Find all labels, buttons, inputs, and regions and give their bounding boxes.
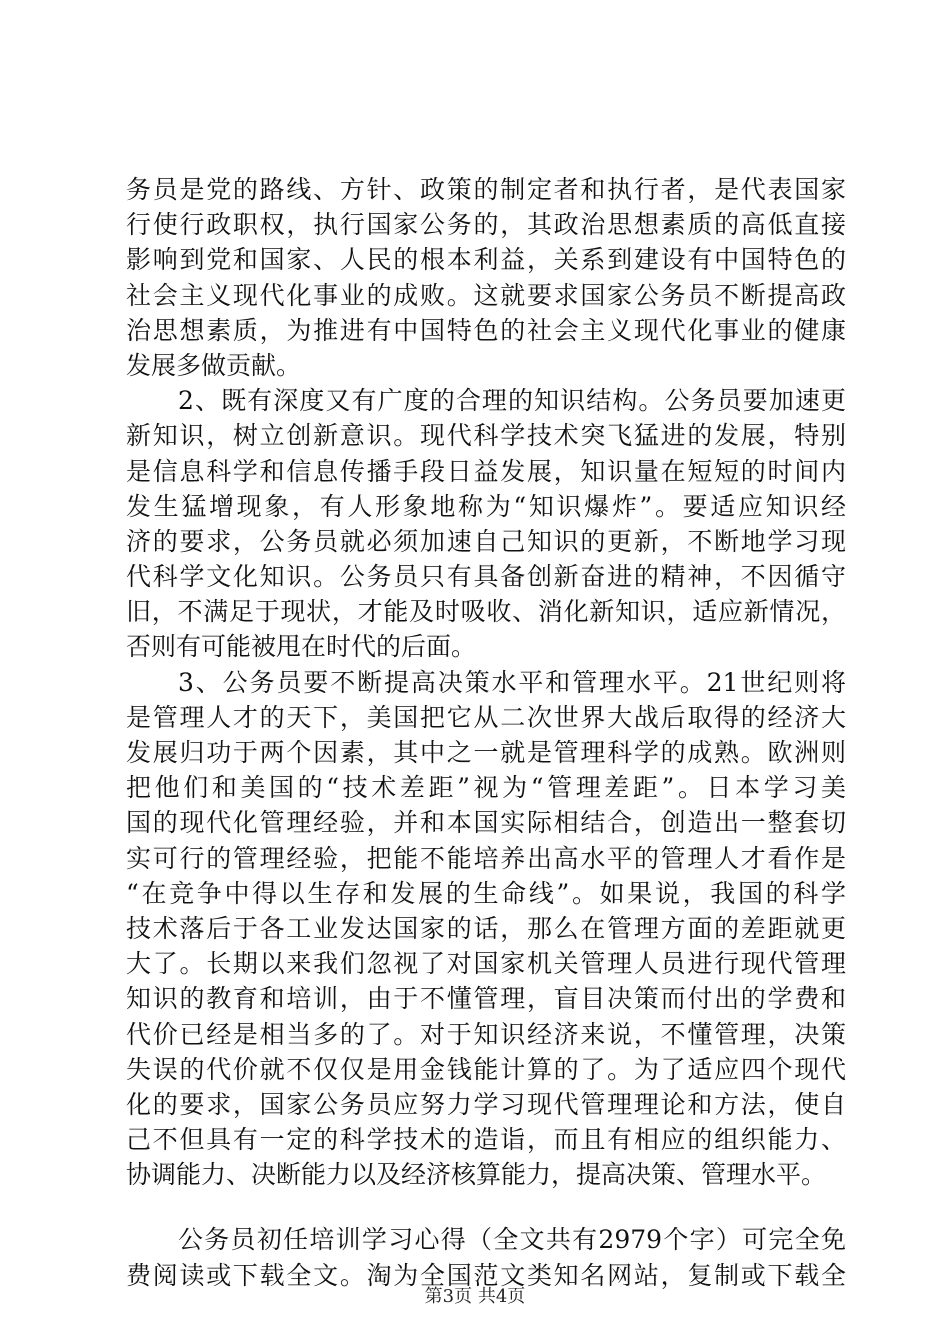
body-line: 代科学文化知识。公务员只有具备创新奋进的精神，不因循守	[126, 562, 846, 592]
body-line: 失误的代价就不仅仅是用金钱能计算的了。为了适应四个现代	[126, 1054, 846, 1084]
download-note-line: 费阅读或下载全文。淘为全国范文类知名网站，复制或下载全	[126, 1260, 846, 1290]
body-line: 否则有可能被甩在时代的后面。	[126, 632, 477, 662]
page-number: 第3页 共4页	[424, 1286, 526, 1307]
body-line: 协调能力、决断能力以及经济核算能力，提高决策、管理水平。	[126, 1160, 827, 1190]
body-line: 是信息科学和信息传播手段日益发展，知识量在短短的时间内	[126, 456, 846, 486]
body-line: 技术落后于各工业发达国家的话，那么在管理方面的差距就更	[126, 913, 846, 943]
body-line: 治思想素质，为推进有中国特色的社会主义现代化事业的健康	[126, 315, 846, 345]
body-line: 知识的教育和培训，由于不懂管理，盲目决策而付出的学费和	[126, 984, 846, 1014]
body-line: 务员是党的路线、方针、政策的制定者和执行者，是代表国家	[126, 175, 846, 204]
body-line: 代价已经是相当多的了。对于知识经济来说，不懂管理，决策	[126, 1019, 846, 1049]
body-line: 新知识，树立创新意识。现代科学技术突飞猛进的发展，特别	[126, 421, 846, 451]
body-line: 国的现代化管理经验，并和本国实际相结合，创造出一整套切	[126, 808, 846, 838]
body-line: 是管理人才的天下，美国把它从二次世界大战后取得的经济大	[126, 702, 846, 732]
body-line: 化的要求，国家公务员应努力学习现代管理理论和方法，使自	[126, 1089, 846, 1119]
body-line: “在竞争中得以生存和发展的生命线”。如果说，我国的科学	[126, 878, 846, 908]
paragraph-gap	[126, 1192, 846, 1222]
download-note-line: 公务员初任培训学习心得（全文共有2979个字）可完全免	[178, 1225, 846, 1255]
body-line: 旧，不满足于现状，才能及时吸收、消化新知识，适应新情况，	[126, 597, 846, 627]
body-line: 影响到党和国家、人民的根本利益，关系到建设有中国特色的	[126, 245, 846, 275]
body-line: 发展多做贡献。	[126, 350, 302, 380]
body-line: 行使行政职权，执行国家公务的，其政治思想素质的高低直接	[126, 210, 846, 240]
body-line: 己不但具有一定的科学技术的造诣，而且有相应的组织能力、	[126, 1125, 846, 1155]
body-line: 发生猛增现象，有人形象地称为“知识爆炸”。要适应知识经	[126, 491, 846, 521]
body-line: 济的要求，公务员就必须加速自己知识的更新，不断地学习现	[126, 526, 846, 556]
body-line: 社会主义现代化事业的成败。这就要求国家公务员不断提高政	[126, 280, 846, 310]
paragraph-2-start: 2、既有深度又有广度的合理的知识结构。公务员要加速更	[178, 386, 846, 416]
paragraph-3-start: 3、公务员要不断提高决策水平和管理水平。21世纪则将	[178, 667, 846, 697]
body-line: 把他们和美国的“技术差距”视为“管理差距”。日本学习美	[126, 773, 846, 803]
body-line: 实可行的管理经验，把能不能培养出高水平的管理人才看作是	[126, 843, 846, 873]
body-line: 大了。长期以来我们忽视了对国家机关管理人员进行现代管理	[126, 949, 846, 979]
body-line: 发展归功于两个因素，其中之一就是管理科学的成熟。欧洲则	[126, 738, 846, 767]
document-body	[126, 172, 846, 1293]
